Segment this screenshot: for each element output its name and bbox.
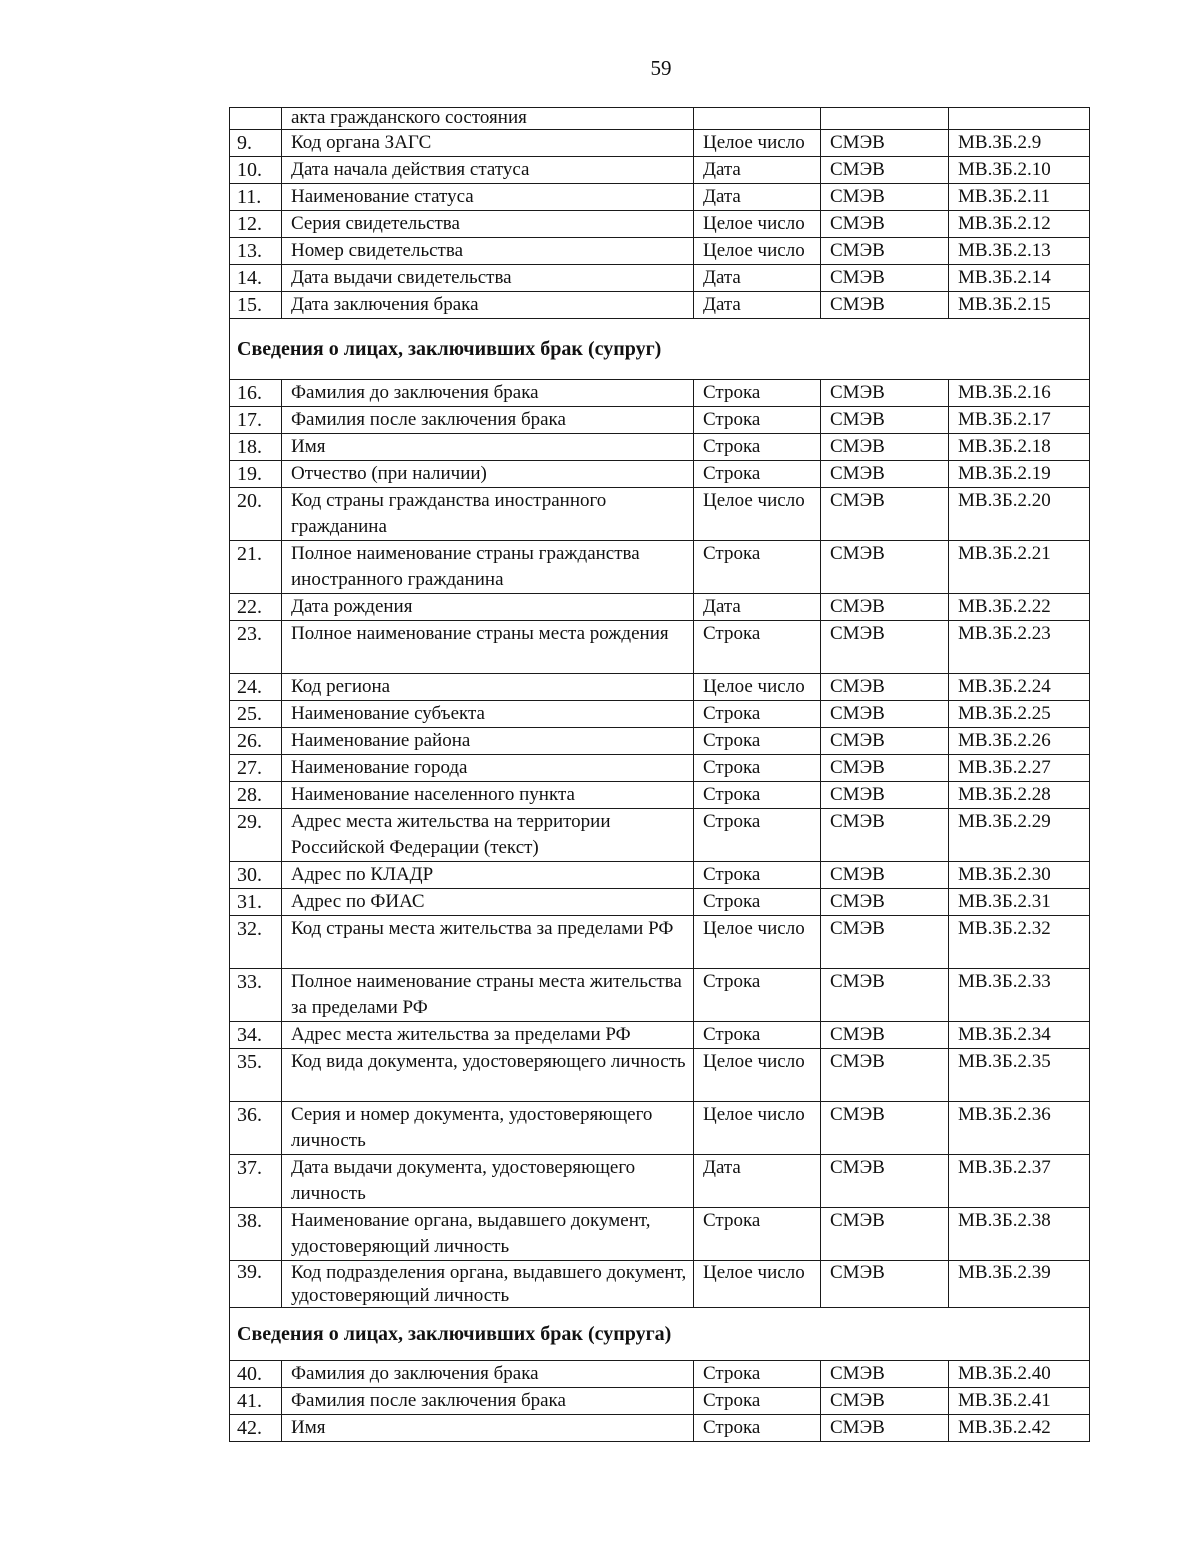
field-name: Дата заключения брака [282,292,694,319]
table-row [230,461,1090,488]
field-source: СМЭВ [821,1208,949,1261]
table-row [230,434,1090,461]
field-name: Фамилия после заключения брака [282,1388,694,1415]
field-code: МВ.ЗБ.2.30 [949,862,1090,889]
field-type: Строка [694,782,821,809]
field-source: СМЭВ [821,292,949,319]
field-name: Наименование статуса [282,184,694,211]
field-name: Полное наименование страны места жительства за пределами РФ [282,969,694,1022]
row-number: 15. [230,292,282,319]
field-source: СМЭВ [821,211,949,238]
field-name: Дата начала действия статуса [282,157,694,184]
row-number: 35. [230,1049,282,1102]
field-code: МВ.ЗБ.2.33 [949,969,1090,1022]
field-name: Имя [282,1415,694,1442]
field-name: Код региона [282,674,694,701]
row-number: 13. [230,238,282,265]
row-number: 38. [230,1208,282,1261]
field-type: Строка [694,461,821,488]
field-source: СМЭВ [821,157,949,184]
table-row [230,292,1090,319]
table-row [230,889,1090,916]
field-source: СМЭВ [821,782,949,809]
field-name: Полное наименование страны места рождения [282,621,694,674]
field-source: СМЭВ [821,407,949,434]
table-row [230,701,1090,728]
field-code: МВ.ЗБ.2.25 [949,701,1090,728]
table-row [230,1102,1090,1155]
row-number: 34. [230,1022,282,1049]
field-type: Строка [694,380,821,407]
field-code: МВ.ЗБ.2.9 [949,130,1090,157]
page-number: 59 [650,56,672,80]
field-source: СМЭВ [821,969,949,1022]
row-number: 27. [230,755,282,782]
field-code: МВ.ЗБ.2.27 [949,755,1090,782]
field-type: Дата [694,292,821,319]
field-type: Целое число [694,1049,821,1102]
field-type: Строка [694,434,821,461]
field-name: Дата выдачи свидетельства [282,265,694,292]
table-row [230,184,1090,211]
table-row [230,782,1090,809]
row-number: 9. [230,130,282,157]
table-row [230,157,1090,184]
row-number [230,108,282,130]
field-code: МВ.ЗБ.2.21 [949,541,1090,594]
field-source: СМЭВ [821,461,949,488]
table-row [230,1261,1090,1308]
field-name: Наименование органа, выдавшего документ, удостоверяющий личность [282,1208,694,1261]
field-source: СМЭВ [821,541,949,594]
field-name: Адрес по ФИАС [282,889,694,916]
table-row [230,1155,1090,1208]
field-type: Строка [694,1208,821,1261]
field-code [949,108,1090,130]
field-name: Имя [282,434,694,461]
row-number: 30. [230,862,282,889]
field-name: Наименование города [282,755,694,782]
table-row [230,488,1090,541]
field-type: Строка [694,1022,821,1049]
field-source [821,108,949,130]
field-source: СМЭВ [821,1049,949,1102]
field-name: Серия и номер документа, удостоверяющего личность [282,1102,694,1155]
field-code: МВ.ЗБ.2.15 [949,292,1090,319]
table-row [230,1049,1090,1102]
field-code: МВ.ЗБ.2.12 [949,211,1090,238]
section-header-row [230,1308,1090,1361]
row-number: 29. [230,809,282,862]
field-type: Дата [694,157,821,184]
field-type: Строка [694,1415,821,1442]
row-number: 14. [230,265,282,292]
row-number: 41. [230,1388,282,1415]
row-number: 36. [230,1102,282,1155]
field-type: Целое число [694,674,821,701]
field-type: Строка [694,1361,821,1388]
field-name: Наименование субъекта [282,701,694,728]
table-row [230,728,1090,755]
field-name: Фамилия до заключения брака [282,380,694,407]
field-source: СМЭВ [821,184,949,211]
field-source: СМЭВ [821,862,949,889]
field-code: МВ.ЗБ.2.41 [949,1388,1090,1415]
field-type: Строка [694,969,821,1022]
table-row [230,1388,1090,1415]
field-code: МВ.ЗБ.2.24 [949,674,1090,701]
row-number: 24. [230,674,282,701]
field-name: Код страны гражданства иностранного гражданина [282,488,694,541]
field-name: Отчество (при наличии) [282,461,694,488]
field-type [694,108,821,130]
field-type: Строка [694,1388,821,1415]
field-source: СМЭВ [821,916,949,969]
field-source: СМЭВ [821,809,949,862]
table-row [230,108,1090,130]
row-number: 17. [230,407,282,434]
field-code: МВ.ЗБ.2.14 [949,265,1090,292]
row-number: 31. [230,889,282,916]
field-type: Целое число [694,488,821,541]
field-source: СМЭВ [821,1261,949,1308]
row-number: 40. [230,1361,282,1388]
row-number: 11. [230,184,282,211]
section-title: Сведения о лицах, заключивших брак (супруг) [230,319,1090,380]
field-source: СМЭВ [821,130,949,157]
field-source: СМЭВ [821,755,949,782]
table-row [230,674,1090,701]
field-code: МВ.ЗБ.2.32 [949,916,1090,969]
field-code: МВ.ЗБ.2.36 [949,1102,1090,1155]
section-title: Сведения о лицах, заключивших брак (супруга) [230,1308,1090,1361]
field-name: Серия свидетельства [282,211,694,238]
field-type: Дата [694,594,821,621]
table-row [230,1415,1090,1442]
field-source: СМЭВ [821,1102,949,1155]
field-type: Дата [694,184,821,211]
data-table [229,107,1090,1442]
field-type: Строка [694,621,821,674]
row-number: 28. [230,782,282,809]
table-row [230,1361,1090,1388]
row-number: 23. [230,621,282,674]
field-code: МВ.ЗБ.2.35 [949,1049,1090,1102]
field-type: Строка [694,862,821,889]
field-name: Адрес места жительства на территории Российской Федерации (текст) [282,809,694,862]
field-type: Целое число [694,916,821,969]
field-source: СМЭВ [821,1361,949,1388]
field-name: Дата рождения [282,594,694,621]
table-row [230,755,1090,782]
field-code: МВ.ЗБ.2.42 [949,1415,1090,1442]
field-code: МВ.ЗБ.2.39 [949,1261,1090,1308]
table-row [230,594,1090,621]
field-code: МВ.ЗБ.2.18 [949,434,1090,461]
field-code: МВ.ЗБ.2.40 [949,1361,1090,1388]
field-source: СМЭВ [821,1155,949,1208]
field-name: Фамилия до заключения брака [282,1361,694,1388]
field-name: Код вида документа, удостоверяющего личность [282,1049,694,1102]
table-row [230,862,1090,889]
table-row [230,916,1090,969]
row-number: 21. [230,541,282,594]
field-name: Код органа ЗАГС [282,130,694,157]
field-code: МВ.ЗБ.2.38 [949,1208,1090,1261]
table-row [230,407,1090,434]
field-source: СМЭВ [821,1415,949,1442]
field-source: СМЭВ [821,434,949,461]
table-row [230,130,1090,157]
field-type: Строка [694,809,821,862]
field-code: МВ.ЗБ.2.29 [949,809,1090,862]
row-number: 12. [230,211,282,238]
field-source: СМЭВ [821,238,949,265]
field-source: СМЭВ [821,488,949,541]
field-type: Строка [694,755,821,782]
row-number: 16. [230,380,282,407]
field-source: СМЭВ [821,1388,949,1415]
field-type: Строка [694,889,821,916]
field-type: Строка [694,701,821,728]
table-row [230,1022,1090,1049]
field-code: МВ.ЗБ.2.17 [949,407,1090,434]
field-name: Полное наименование страны гражданства иностранного гражданина [282,541,694,594]
field-code: МВ.ЗБ.2.34 [949,1022,1090,1049]
row-number: 10. [230,157,282,184]
field-type: Целое число [694,211,821,238]
field-source: СМЭВ [821,380,949,407]
field-type: Дата [694,265,821,292]
field-type: Строка [694,407,821,434]
row-number: 18. [230,434,282,461]
field-code: МВ.ЗБ.2.11 [949,184,1090,211]
field-name: Адрес места жительства за пределами РФ [282,1022,694,1049]
field-code: МВ.ЗБ.2.31 [949,889,1090,916]
row-number: 22. [230,594,282,621]
table-row [230,1208,1090,1261]
field-code: МВ.ЗБ.2.23 [949,621,1090,674]
row-number: 26. [230,728,282,755]
field-source: СМЭВ [821,701,949,728]
field-name: Код подразделения органа, выдавшего документ, удостоверяющий личность [282,1261,694,1308]
field-name: Адрес по КЛАДР [282,862,694,889]
field-type: Строка [694,728,821,755]
table-row [230,238,1090,265]
field-source: СМЭВ [821,674,949,701]
field-code: МВ.ЗБ.2.13 [949,238,1090,265]
field-code: МВ.ЗБ.2.16 [949,380,1090,407]
field-code: МВ.ЗБ.2.10 [949,157,1090,184]
field-code: МВ.ЗБ.2.20 [949,488,1090,541]
table-row [230,380,1090,407]
row-number: 42. [230,1415,282,1442]
field-type: Целое число [694,238,821,265]
table-row [230,541,1090,594]
field-name: Наименование населенного пункта [282,782,694,809]
row-number: 33. [230,969,282,1022]
field-code: МВ.ЗБ.2.19 [949,461,1090,488]
field-source: СМЭВ [821,1022,949,1049]
field-name: Код страны места жительства за пределами РФ [282,916,694,969]
field-name: Номер свидетельства [282,238,694,265]
field-type: Целое число [694,1261,821,1308]
field-code: МВ.ЗБ.2.22 [949,594,1090,621]
table-row [230,211,1090,238]
row-number: 37. [230,1155,282,1208]
section-header-row [230,319,1090,380]
row-number: 20. [230,488,282,541]
field-name: акта гражданского состояния [282,108,694,130]
field-code: МВ.ЗБ.2.37 [949,1155,1090,1208]
field-name: Наименование района [282,728,694,755]
field-source: СМЭВ [821,728,949,755]
field-source: СМЭВ [821,621,949,674]
field-name: Дата выдачи документа, удостоверяющего личность [282,1155,694,1208]
field-code: МВ.ЗБ.2.26 [949,728,1090,755]
field-type: Целое число [694,1102,821,1155]
table-row [230,809,1090,862]
field-type: Целое число [694,130,821,157]
field-source: СМЭВ [821,889,949,916]
field-code: МВ.ЗБ.2.28 [949,782,1090,809]
table-row [230,969,1090,1022]
table-row [230,621,1090,674]
field-type: Дата [694,1155,821,1208]
field-source: СМЭВ [821,265,949,292]
row-number: 19. [230,461,282,488]
field-type: Строка [694,541,821,594]
row-number: 32. [230,916,282,969]
row-number: 25. [230,701,282,728]
row-number: 39. [230,1261,282,1308]
table-row [230,265,1090,292]
field-source: СМЭВ [821,594,949,621]
field-name: Фамилия после заключения брака [282,407,694,434]
